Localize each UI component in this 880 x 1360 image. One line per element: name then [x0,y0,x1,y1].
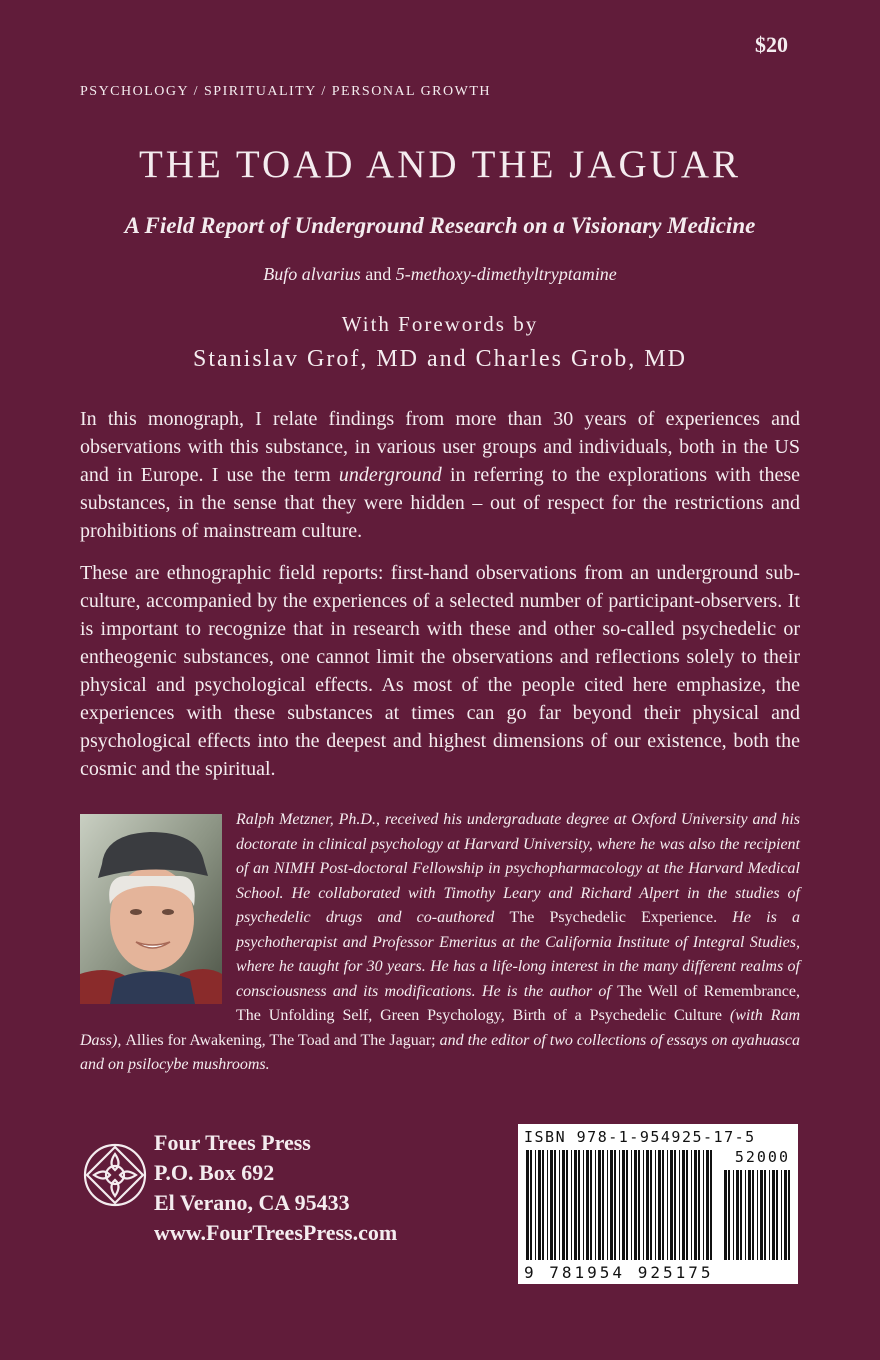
bio-text-3: (with Ram Dass), [80,1007,801,1049]
description-paragraph-1 [80,405,800,545]
publisher-name: Four Trees Press [154,1130,311,1155]
bio-text-1: Ralph Metzner, Ph.D., received his undergraduate degree at Oxford University and his doctorate in clinical psychology at Harvard University, where he was also the recipient of an NIMH Post-doctoral Fellowship in psychopharmacology at the Harvard Medical School. He collaborated with Timothy Leary and Richard Alpert in the studies of psychedelic drugs and co-authored [236,811,800,926]
book-title: THE TOAD AND THE JAGUAR [138,143,741,186]
bio-text-4: and the editor of two collections of essays on ayahuasca and on psilocybe mushrooms. [80,1031,800,1073]
description-paragraph-2: These are ethnographic field reports: first-hand observations from an underground sub-culture, accompanied by the experiences of a selected number of participant-observers. It is important to recognize that in research with these and other so-called psychedelic or entheogenic substances, one cannot limit the observations and reflections solely to their physical and psychological effects. As most of the people cited here emphasize, the experiences with these substances at times can go far beyond their physical and psychological effects into the deepest and highest dimensions of our existence, both the cosmic and the spiritual. [80,562,800,780]
category-line: PSYCHOLOGY / SPIRITUALITY / PERSONAL GROWTH [80,84,492,99]
bio-book-titles-2: The Well of Remembrance, The Unfolding Self, Green Psychology, Birth of a Psychedelic Culture [236,982,800,1024]
forewords-intro: With Forewords by [341,312,539,336]
price-label: $20 [755,32,788,57]
publisher-address-2: El Verano, CA 95433 [154,1190,350,1215]
isbn-barcode [518,1124,798,1284]
species-name-2: 5-methoxy-dimethyltryptamine [395,264,617,284]
p1-before: In this monograph, I relate findings from more than 30 years of experiences and observations with this substance, in various user groups and individuals, both in the US and in Europe. I use the term [80,408,800,486]
price-code: 52000 [734,1148,790,1166]
species-line [0,264,880,285]
p1-after: in referring to the explorations with these substances, in the sense that they were hidden – out of respect for the restrictions and prohibitions of mainstream culture. [80,464,801,542]
p1-emphasis: underground [338,464,442,486]
publisher-block [82,1128,462,1258]
bio-text-2: He is a psychotherapist and Professor Emeritus at the California Institute of Integral Studies, where he taught for 30 years. He has a life-long interest in the many different realms of consciousness and its modifications. He is the author of [236,909,801,1000]
four-trees-logo-icon [82,1142,148,1208]
book-subtitle: A Field Report of Underground Research on a Visionary Medicine [124,213,756,238]
barcode-digits: 9 781954 925175 [524,1263,714,1282]
publisher-address-1: P.O. Box 692 [154,1160,275,1185]
bio-book-title-1: The Psychedelic Experience. [509,909,718,926]
publisher-website: www.FourTreesPress.com [154,1220,398,1245]
bio-book-titles-3: Allies for Awakening, The Toad and The Jaguar; [125,1031,436,1049]
author-bio [80,808,800,1078]
isbn-label: ISBN 978-1-954925-17-5 [524,1128,756,1146]
species-name-1: Bufo alvarius [263,264,361,284]
forewords-names: Stanislav Grof, MD and Charles Grob, MD [193,346,687,372]
species-conjunction: and [360,264,396,284]
